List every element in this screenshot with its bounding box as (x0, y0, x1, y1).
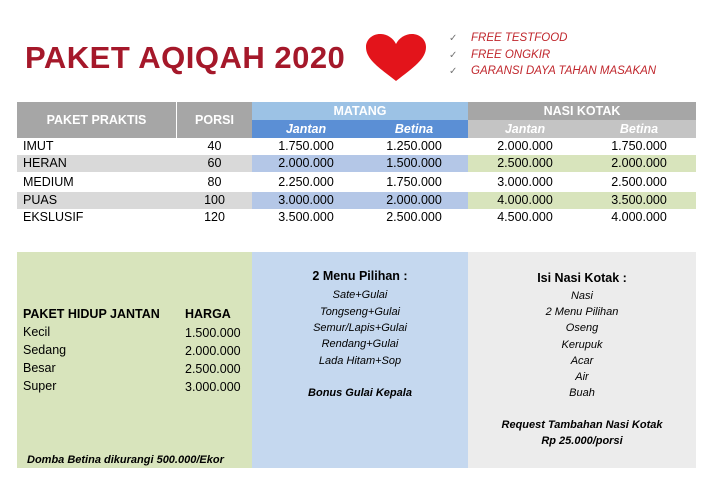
table-cell-paket: MEDIUM (23, 175, 74, 189)
subheader-matang-betina: Betina (360, 120, 468, 138)
menu-bonus: Bonus Gulai Kepala (308, 387, 412, 399)
table-cell-price: 4.000.000 (468, 192, 582, 209)
table-cell-paket: HERAN (17, 155, 177, 172)
table-cell-price: 1.750.000 (278, 139, 334, 153)
menu-panel (252, 252, 468, 468)
heart-icon (364, 33, 428, 83)
nasi-kotak-item: Air (575, 371, 589, 383)
column-header-nasi-kotak: NASI KOTAK (468, 102, 696, 120)
hidup-item-price: 2.000.000 (185, 344, 241, 358)
table-cell-price: 2.000.000 (497, 139, 553, 153)
nasi-kotak-panel (468, 252, 696, 468)
feature-item: ✓ FREE ONGKIR (449, 47, 656, 64)
table-cell-price: 2.500.000 (386, 210, 442, 224)
column-header-porsi: PORSI (177, 102, 252, 138)
subheader-nasi-jantan: Jantan (468, 120, 582, 138)
table-cell-price: 1.500.000 (360, 155, 468, 172)
checkmark-icon: ✓ (449, 49, 458, 61)
hidup-header-paket: PAKET HIDUP JANTAN (23, 307, 160, 321)
table-cell-price: 2.500.000 (468, 155, 582, 172)
hidup-note: Domba Betina dikurangi 500.000/Ekor (27, 454, 224, 466)
nasi-kotak-title: Isi Nasi Kotak : (537, 271, 627, 285)
hidup-item-name: Besar (23, 361, 56, 375)
subheader-matang-jantan: Jantan (252, 120, 360, 138)
table-cell-porsi: 80 (207, 175, 222, 189)
nasi-kotak-item: Nasi (570, 290, 593, 302)
hidup-item-name: Kecil (23, 325, 51, 339)
nasi-kotak-item: 2 Menu Pilihan (545, 306, 619, 318)
subheader-nasi-betina: Betina (582, 120, 696, 138)
menu-item: Lada Hitam+Sop (318, 355, 402, 367)
table-cell-price: 4.500.000 (497, 210, 553, 224)
table-cell-porsi: 60 (177, 155, 252, 172)
table-cell-paket: PUAS (17, 192, 177, 209)
nasi-kotak-item: Oseng (565, 322, 599, 334)
table-cell-price: 2.000.000 (582, 155, 696, 172)
hidup-item-price: 2.500.000 (185, 362, 241, 376)
nasi-kotak-item: Acar (570, 355, 594, 367)
table-cell-price: 3.500.000 (278, 210, 334, 224)
table-cell-price: 3.500.000 (582, 192, 696, 209)
feature-list (449, 30, 656, 80)
table-cell-price: 2.500.000 (611, 175, 667, 189)
nasi-kotak-request: Request Tambahan Nasi Kotak (501, 419, 663, 431)
hidup-item-price: 3.000.000 (185, 380, 241, 394)
hidup-item-name: Sedang (23, 343, 67, 357)
table-cell-price: 1.750.000 (386, 175, 442, 189)
table-cell-price: 1.750.000 (611, 139, 667, 153)
table-cell-price: 2.000.000 (252, 155, 360, 172)
checkmark-icon: ✓ (449, 66, 458, 77)
menu-item: Rendang+Gulai (321, 338, 399, 350)
nasi-kotak-item: Buah (569, 387, 595, 399)
menu-item: Semur/Lapis+Gulai (313, 322, 407, 334)
checkmark-icon: ✓ (449, 33, 458, 44)
menu-item: Sate+Gulai (332, 289, 388, 301)
hidup-item-price: 1.500.000 (185, 326, 241, 340)
nasi-kotak-item: Kerupuk (561, 339, 603, 351)
hidup-item-name: Super (23, 379, 57, 393)
hidup-header-harga: HARGA (185, 307, 231, 321)
menu-item: Tongseng+Gulai (319, 306, 401, 318)
table-cell-porsi: 120 (204, 210, 225, 224)
nasi-kotak-price: Rp 25.000/porsi (541, 435, 623, 447)
hidup-panel (17, 252, 252, 468)
table-cell-porsi: 40 (207, 139, 222, 153)
menu-title: 2 Menu Pilihan : (312, 269, 408, 283)
column-header-matang: MATANG (252, 102, 468, 120)
feature-item: ✓ FREE TESTFOOD (449, 30, 656, 47)
table-cell-price: 3.000.000 (497, 175, 553, 189)
table-cell-price: 3.000.000 (252, 192, 360, 209)
table-cell-price: 2.000.000 (360, 192, 468, 209)
table-cell-price: 4.000.000 (611, 210, 667, 224)
feature-item: ✓ GARANSI DAYA TAHAN MASAKAN (449, 63, 656, 80)
table-cell-paket: IMUT (23, 139, 54, 153)
table-cell-price: 1.250.000 (386, 139, 442, 153)
column-header-paket: PAKET PRAKTIS (17, 102, 177, 138)
page-title: PAKET AQIQAH 2020 (25, 40, 346, 75)
table-cell-porsi: 100 (177, 192, 252, 209)
table-cell-paket: EKSLUSIF (23, 210, 84, 224)
table-cell-price: 2.250.000 (278, 175, 334, 189)
